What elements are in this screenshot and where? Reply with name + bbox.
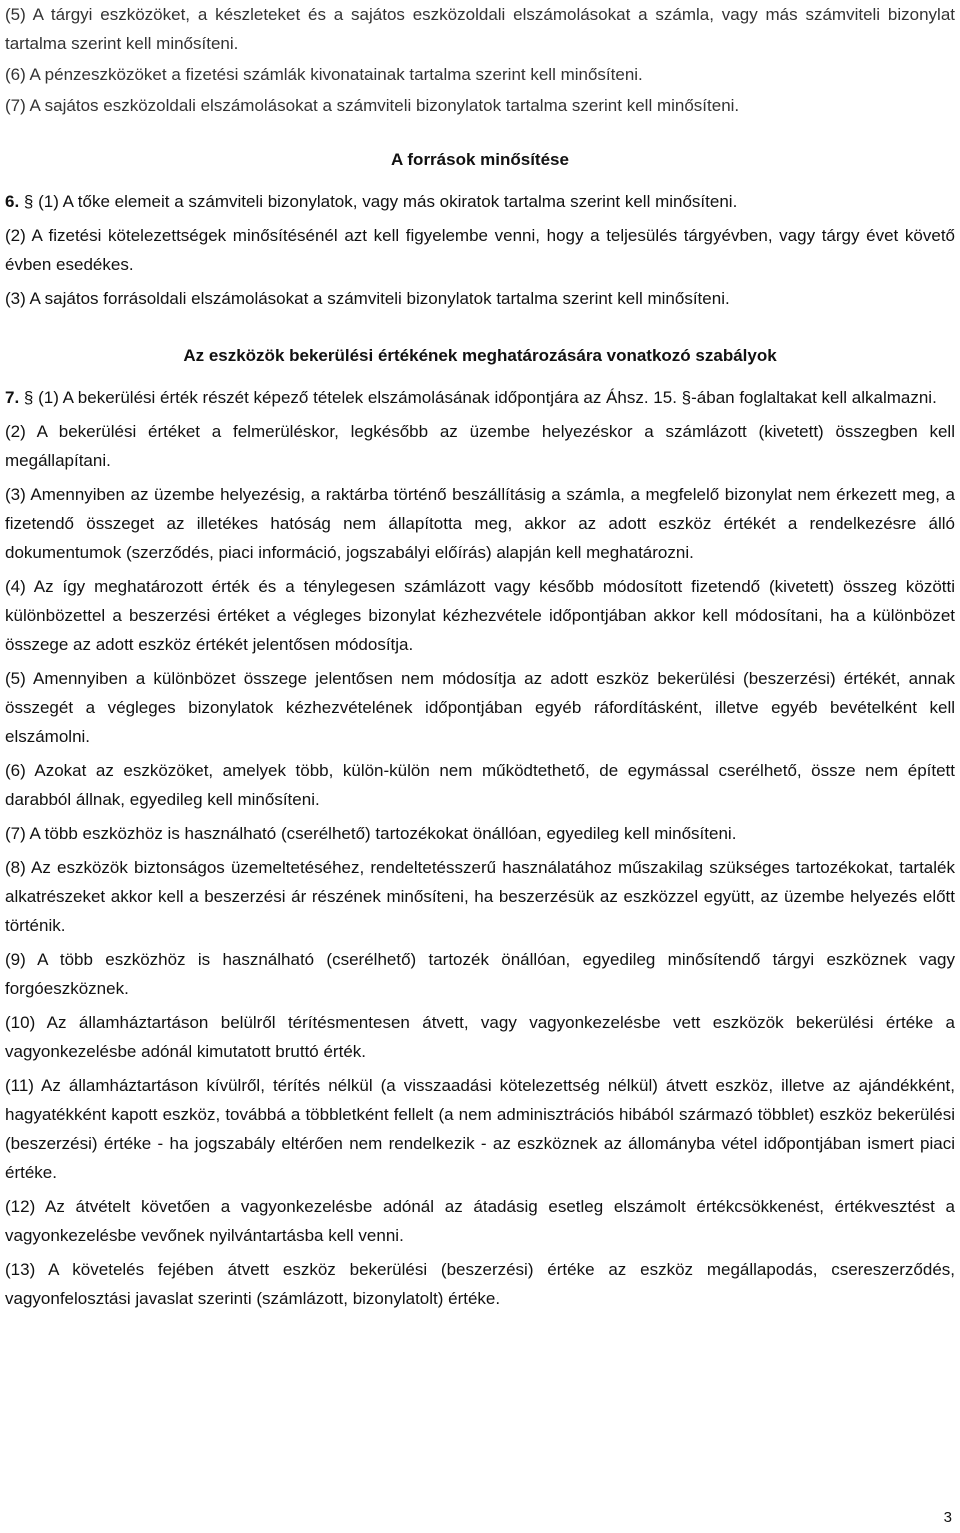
section-sign: §	[23, 388, 34, 407]
section-7-paragraph-2: (2) A bekerülési értéket a felmerüléskor, legkésőbb az üzembe helyezéskor a számlázott (kivetett) összegben kell megállapítani.	[5, 422, 955, 470]
section-7-paragraph-8: (8) Az eszközök biztonságos üzemeltetéséhez, rendeltetésszerű használatához műszakilag szükséges tartozékokat, tartalék alkatrészeket akkor kell a beszerzési ár részének minősíteni, ha beszerzésük az eszközzel együtt, az üzembe helyezés előtt történik.	[5, 858, 955, 935]
section-6-paragraph-2: (2) A fizetési kötelezettségek minősítésénél azt kell figyelembe venni, hogy a teljesülés tárgyévben, vagy tárgy évet követő évben esedékes.	[5, 226, 955, 274]
section-7-paragraph-10: (10) Az államháztartáson belülről térítésmentesen átvett, vagy vagyonkezelésbe vett eszközök bekerülési értéke a vagyonkezelésbe adónál kimutatott bruttó érték.	[5, 1013, 955, 1061]
section-7-number: 7.	[5, 388, 20, 407]
paragraph-7-special-assets: (7) A sajátos eszközoldali elszámolásokat a számviteli bizonylatok tartalma szerint kell minősíteni.	[5, 96, 740, 115]
section-7-paragraph-1-text-a: (1) A bekerülési érték részét képező tételek elszámolásának időpontjára az Áhsz. 15.	[38, 388, 682, 407]
section-sign: §	[23, 192, 34, 211]
section-6-paragraph-1-text: (1) A tőke elemeit a számviteli bizonylatok, vagy más okiratok tartalma szerint kell minősíteni.	[38, 192, 738, 211]
section-7-paragraph-13: (13) A követelés fejében átvett eszköz bekerülési (beszerzési) értéke az eszköz megállapodás, csereszerződés, vagyonfelosztási javaslat szerinti (számlázott, bizonylatolt) értéke.	[5, 1260, 955, 1308]
section-heading-acquisition-value: Az eszközök bekerülési értékének meghatározására vonatkozó szabályok	[183, 346, 777, 365]
section-7-paragraph-1	[5, 383, 955, 412]
page-number: 3	[943, 1509, 952, 1526]
section-7-paragraph-6: (6) Azokat az eszközöket, amelyek több, külön-külön nem működtethető, de egymással cserélhető, össze nem épített darabból állnak, egyedileg kell minősíteni.	[5, 761, 955, 809]
section-7-paragraph-11: (11) Az államháztartáson kívülről, térítés nélkül (a visszaadási kötelezettség nélkül) átvett eszköz, illetve az ajándékként, hagyatékként kapott eszköz, továbbá a többletként fellelt (a nem adminisztrációs hibából származó többlet) eszköz bekerülési (beszerzési) értéke - ha jogszabály eltérően nem rendelkezik - az eszköznek az állományba vétel időpontjában ismert piaci értéke.	[5, 1076, 955, 1182]
section-7-paragraph-3: (3) Amennyiben az üzembe helyezésig, a raktárba történő beszállításig a számla, a megfelelő bizonylat nem érkezett meg, a fizetendő összeget az illetékes hatóság nem állapította meg, akkor az adott eszköz értékét a rendelkezésre álló dokumentumok (szerződés, piaci információ, jogszabályi előírás) alapján kell meghatározni.	[5, 485, 955, 562]
section-7-paragraph-12: (12) Az átvételt követően a vagyonkezelésbe adónál az átadásig esetleg elszámolt értékcsökkenést, értékvesztést a vagyonkezelésbe vevőnek nyilvántartásba kell venni.	[5, 1197, 955, 1245]
section-7-paragraph-7: (7) A több eszközhöz is használható (cserélhető) tartozékokat önállóan, egyedileg kell minősíteni.	[5, 824, 737, 843]
section-6-number: 6.	[5, 192, 20, 211]
paragraph-5-assets: (5) A tárgyi eszközöket, a készleteket és a sajátos eszközoldali elszámolásokat a számla, vagy más számviteli bizonylat tartalma szerint kell minősíteni.	[5, 5, 955, 53]
section-7-paragraph-5: (5) Amennyiben a különbözet összege jelentősen nem módosítja az adott eszköz bekerülési (beszerzési) értékét, annak összegét a végleges bizonylatok kézhezvételének időpontjában egyéb ráfordításként, illetve egyéb bevételként kell elszámolni.	[5, 669, 955, 746]
document-page	[5, 0, 955, 1318]
section-7-paragraph-4: (4) Az így meghatározott érték és a ténylegesen számlázott vagy később módosított fizetendő (kivetett) összeg közötti különbözettel a beszerzési értéket a végleges bizonylat kézhezvétele időpontjában akkor kell módosítani, ha a különbözet összege az adott eszköz értékét jelentősen módosítja.	[5, 577, 955, 654]
section-7-paragraph-1-text-b: -ában foglaltakat kell alkalmazni.	[691, 388, 937, 407]
paragraph-6-cash: (6) A pénzeszközöket a fizetési számlák kivonatainak tartalma szerint kell minősíteni.	[5, 65, 643, 84]
section-sign-inline: §	[681, 388, 692, 407]
section-7-paragraph-9: (9) A több eszközhöz is használható (cserélhető) tartozék önállóan, egyedileg minősítendő tárgyi eszköznek vagy forgóeszköznek.	[5, 950, 955, 998]
section-6-paragraph-1	[5, 187, 955, 216]
section-6-paragraph-3: (3) A sajátos forrásoldali elszámolásokat a számviteli bizonylatok tartalma szerint kell minősíteni.	[5, 289, 730, 308]
section-heading-sources: A források minősítése	[391, 150, 569, 169]
